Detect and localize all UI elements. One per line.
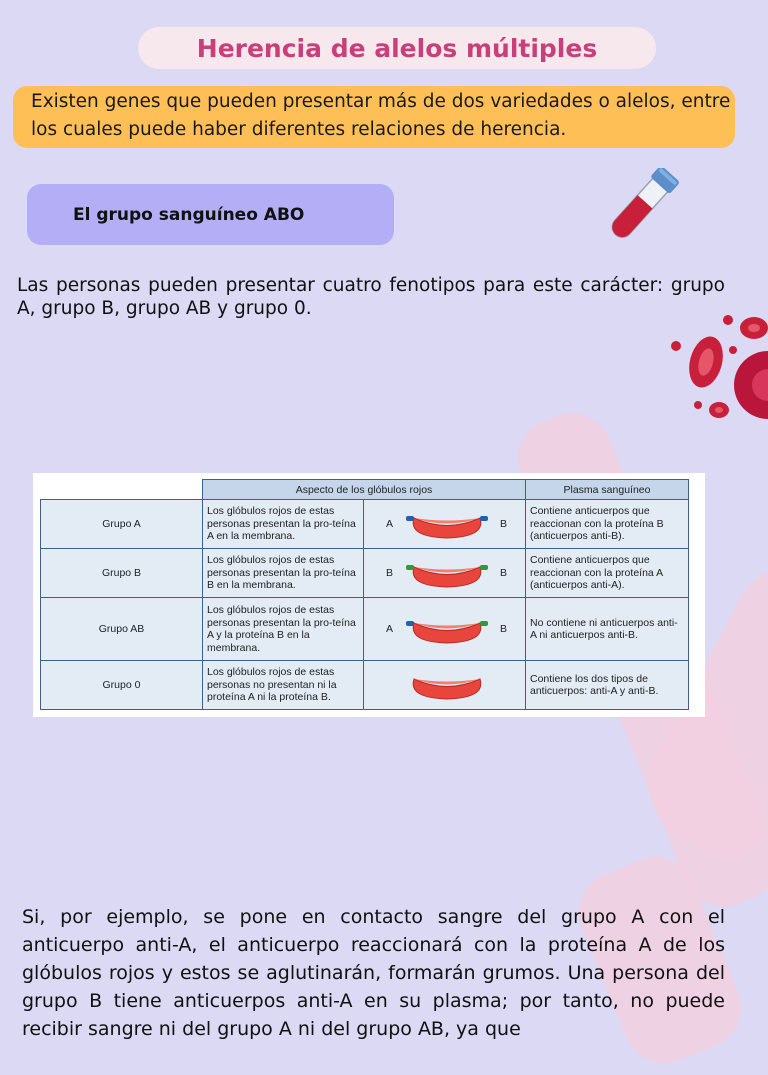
right-protein-label: B <box>499 623 507 635</box>
table-row <box>41 661 689 710</box>
blood-cells-icon <box>668 310 768 430</box>
right-protein-label: B <box>499 567 507 579</box>
description-cell: Los glóbulos rojos de estas personas no presentan ni la proteína A ni la proteína B. <box>203 661 364 710</box>
paragraph-example: Si, por ejemplo, se pone en contacto sangre del grupo A con el anticuerpo anti-A, el anticuerpo reaccionará con la proteína A de los glóbulos rojos y estos se aglutinarán, formarán grumos. Una persona del grupo B tiene anticuerpos anti-A en su plasma; por tanto, no puede recibir sangre ni del grupo A ni del grupo AB, ya que <box>22 906 725 1040</box>
right-protein-label: B <box>499 518 507 530</box>
test-tube-icon <box>580 168 690 258</box>
description-cell: Los glóbulos rojos de estas personas presentan la pro-teína A en la membrana. <box>203 500 364 549</box>
group-cell: Grupo AB <box>41 598 203 661</box>
table-row <box>41 598 689 661</box>
intro-box: Existen genes que pueden presentar más de dos variedades o alelos, entre los cuales puede haber diferentes relaciones de herencia. <box>13 86 735 148</box>
table-header-row <box>41 480 689 500</box>
table-header-empty <box>41 480 203 500</box>
description-cell: Los glóbulos rojos de estas personas presentan la pro-teína A y la proteína B en la membrana. <box>203 598 364 661</box>
red-blood-cell-cell <box>364 549 526 598</box>
plasma-cell: No contiene ni anticuerpos anti-A ni anticuerpos anti-B. <box>526 598 689 661</box>
group-cell: Grupo B <box>41 549 203 598</box>
abo-table <box>40 479 689 710</box>
left-protein-label: B <box>386 567 394 579</box>
group-cell: Grupo 0 <box>41 661 203 710</box>
table-header-appearance: Aspecto de los glóbulos rojos <box>203 480 526 500</box>
section-title: El grupo sanguíneo ABO <box>27 184 394 245</box>
plasma-cell: Contiene los dos tipos de anticuerpos: anti-A y anti-B. <box>526 661 689 710</box>
group-cell: Grupo A <box>41 500 203 549</box>
table-row <box>41 549 689 598</box>
paragraph-phenotypes: Las personas pueden presentar cuatro fenotipos para este carácter: grupo A, grupo B, grupo AB y grupo 0. <box>17 275 725 319</box>
table-row <box>41 500 689 549</box>
red-blood-cell-cell <box>364 661 526 710</box>
page-title: Herencia de alelos múltiples <box>138 27 656 69</box>
red-blood-cell-icon <box>406 558 488 588</box>
red-blood-cell-icon <box>406 670 488 700</box>
plasma-cell: Contiene anticuerpos que reaccionan con la proteína B (anticuerpos anti-B). <box>526 500 689 549</box>
description-cell: Los glóbulos rojos de estas personas presentan la pro-teína B en la membrana. <box>203 549 364 598</box>
left-protein-label: A <box>386 518 394 530</box>
left-protein-label: A <box>386 623 394 635</box>
red-blood-cell-cell <box>364 500 526 549</box>
red-blood-cell-cell <box>364 598 526 661</box>
plasma-cell: Contiene anticuerpos que reaccionan con la proteína A (anticuerpos anti-A). <box>526 549 689 598</box>
abo-table-figure <box>33 473 705 717</box>
red-blood-cell-icon <box>406 509 488 539</box>
table-header-plasma: Plasma sanguíneo <box>526 480 689 500</box>
red-blood-cell-icon <box>406 614 488 644</box>
